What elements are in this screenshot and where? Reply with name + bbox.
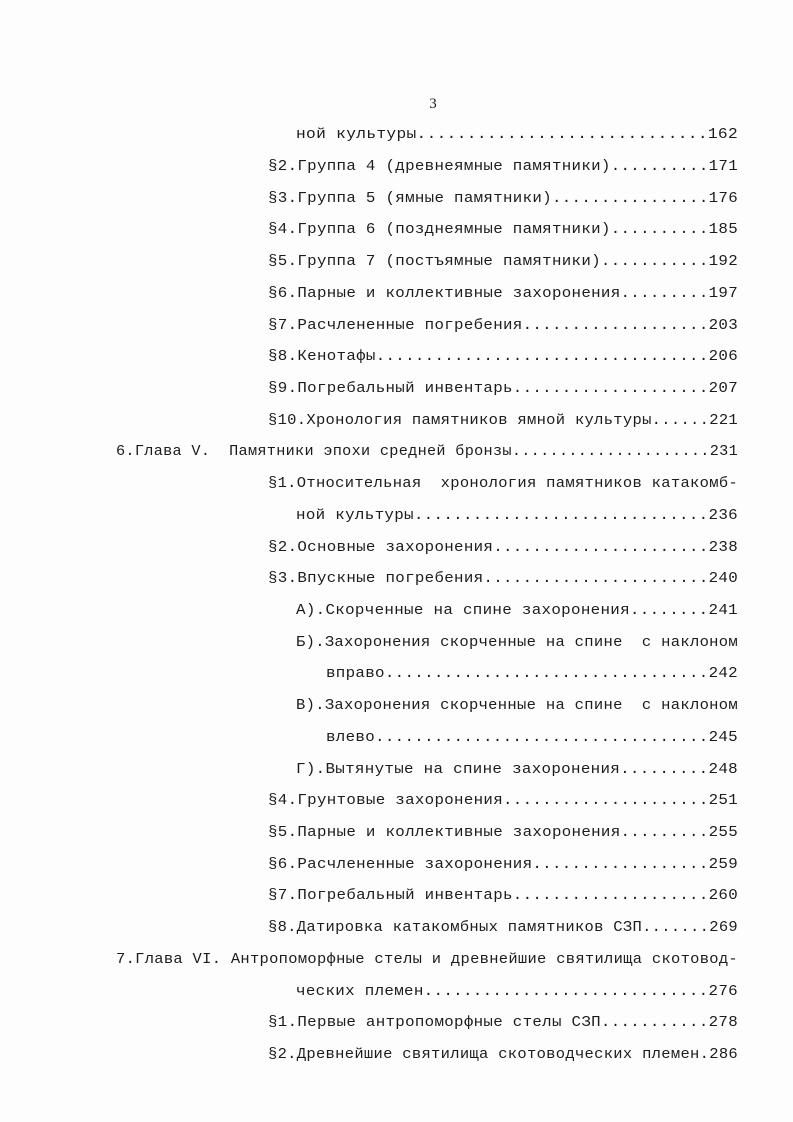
toc-entry: §1.Относительная хронология памятников катакомб- bbox=[268, 474, 739, 492]
page-number: 3 bbox=[429, 96, 437, 112]
toc-entry: ческих племен.............................276 bbox=[296, 982, 738, 1000]
toc-entry: ной культуры.............................162 bbox=[296, 125, 739, 143]
toc-entry: §9.Погребальный инвентарь....................207 bbox=[268, 379, 738, 397]
toc-entry: §2.Группа 4 (древнеямные памятники)..........171 bbox=[268, 157, 738, 175]
toc-entry: §7.Расчлененные погребения...................203 bbox=[268, 316, 738, 334]
toc-entry: А).Скорченные на спине захоронения........241 bbox=[296, 601, 738, 619]
toc-entry: §6.Парные и коллективные захоронения.........197 bbox=[268, 284, 738, 302]
toc-entry: 6.Глава V. Памятники эпохи средней бронзы.....................231 bbox=[116, 442, 739, 460]
toc-entry: §7.Погребальный инвентарь....................260 bbox=[268, 886, 738, 904]
toc-entry: §1.Первые антропоморфные стелы СЗП...........278 bbox=[268, 1013, 738, 1031]
toc-entry: §4.Грунтовые захоронения.....................251 bbox=[268, 791, 738, 809]
toc-entry: влево..................................245 bbox=[326, 728, 738, 746]
toc-entry: §10.Хронология памятников ямной культуры......221 bbox=[268, 411, 739, 429]
toc-entry: 7.Глава VI. Антропоморфные стелы и древнейшие святилища скотовод- bbox=[116, 950, 739, 968]
toc-entry: вправо.................................242 bbox=[326, 664, 738, 682]
toc-entry: ной культуры..............................236 bbox=[296, 506, 738, 524]
toc-entry: §2.Основные захоронения......................238 bbox=[268, 538, 738, 556]
toc-entry: §5.Группа 7 (постъямные памятники)...........192 bbox=[268, 252, 738, 270]
toc-entry: §8.Датировка катакомбных памятников СЗП.......269 bbox=[268, 918, 739, 936]
toc-entry: §3.Группа 5 (ямные памятники)................176 bbox=[268, 189, 738, 207]
toc-entry: §3.Впускные погребения.......................240 bbox=[268, 569, 738, 587]
toc-entry: §2.Древнейшие святилища скотоводческих племен.286 bbox=[268, 1045, 739, 1063]
toc-entry: В).Захоронения скорченные на спине с наклоном bbox=[296, 696, 739, 714]
toc-entry: §5.Парные и коллективные захоронения.........255 bbox=[268, 823, 738, 841]
toc-entry: §8.Кенотафы..................................206 bbox=[268, 347, 738, 365]
toc-entry: Г).Вытянутые на спине захоронения.........248 bbox=[296, 760, 738, 778]
toc-entry: §4.Группа 6 (позднеямные памятники)..........185 bbox=[268, 220, 738, 238]
toc-entry: §6.Расчлененные захоронения..................259 bbox=[268, 855, 738, 873]
toc-entry: Б).Захоронения скорченные на спине с наклоном bbox=[296, 633, 739, 651]
